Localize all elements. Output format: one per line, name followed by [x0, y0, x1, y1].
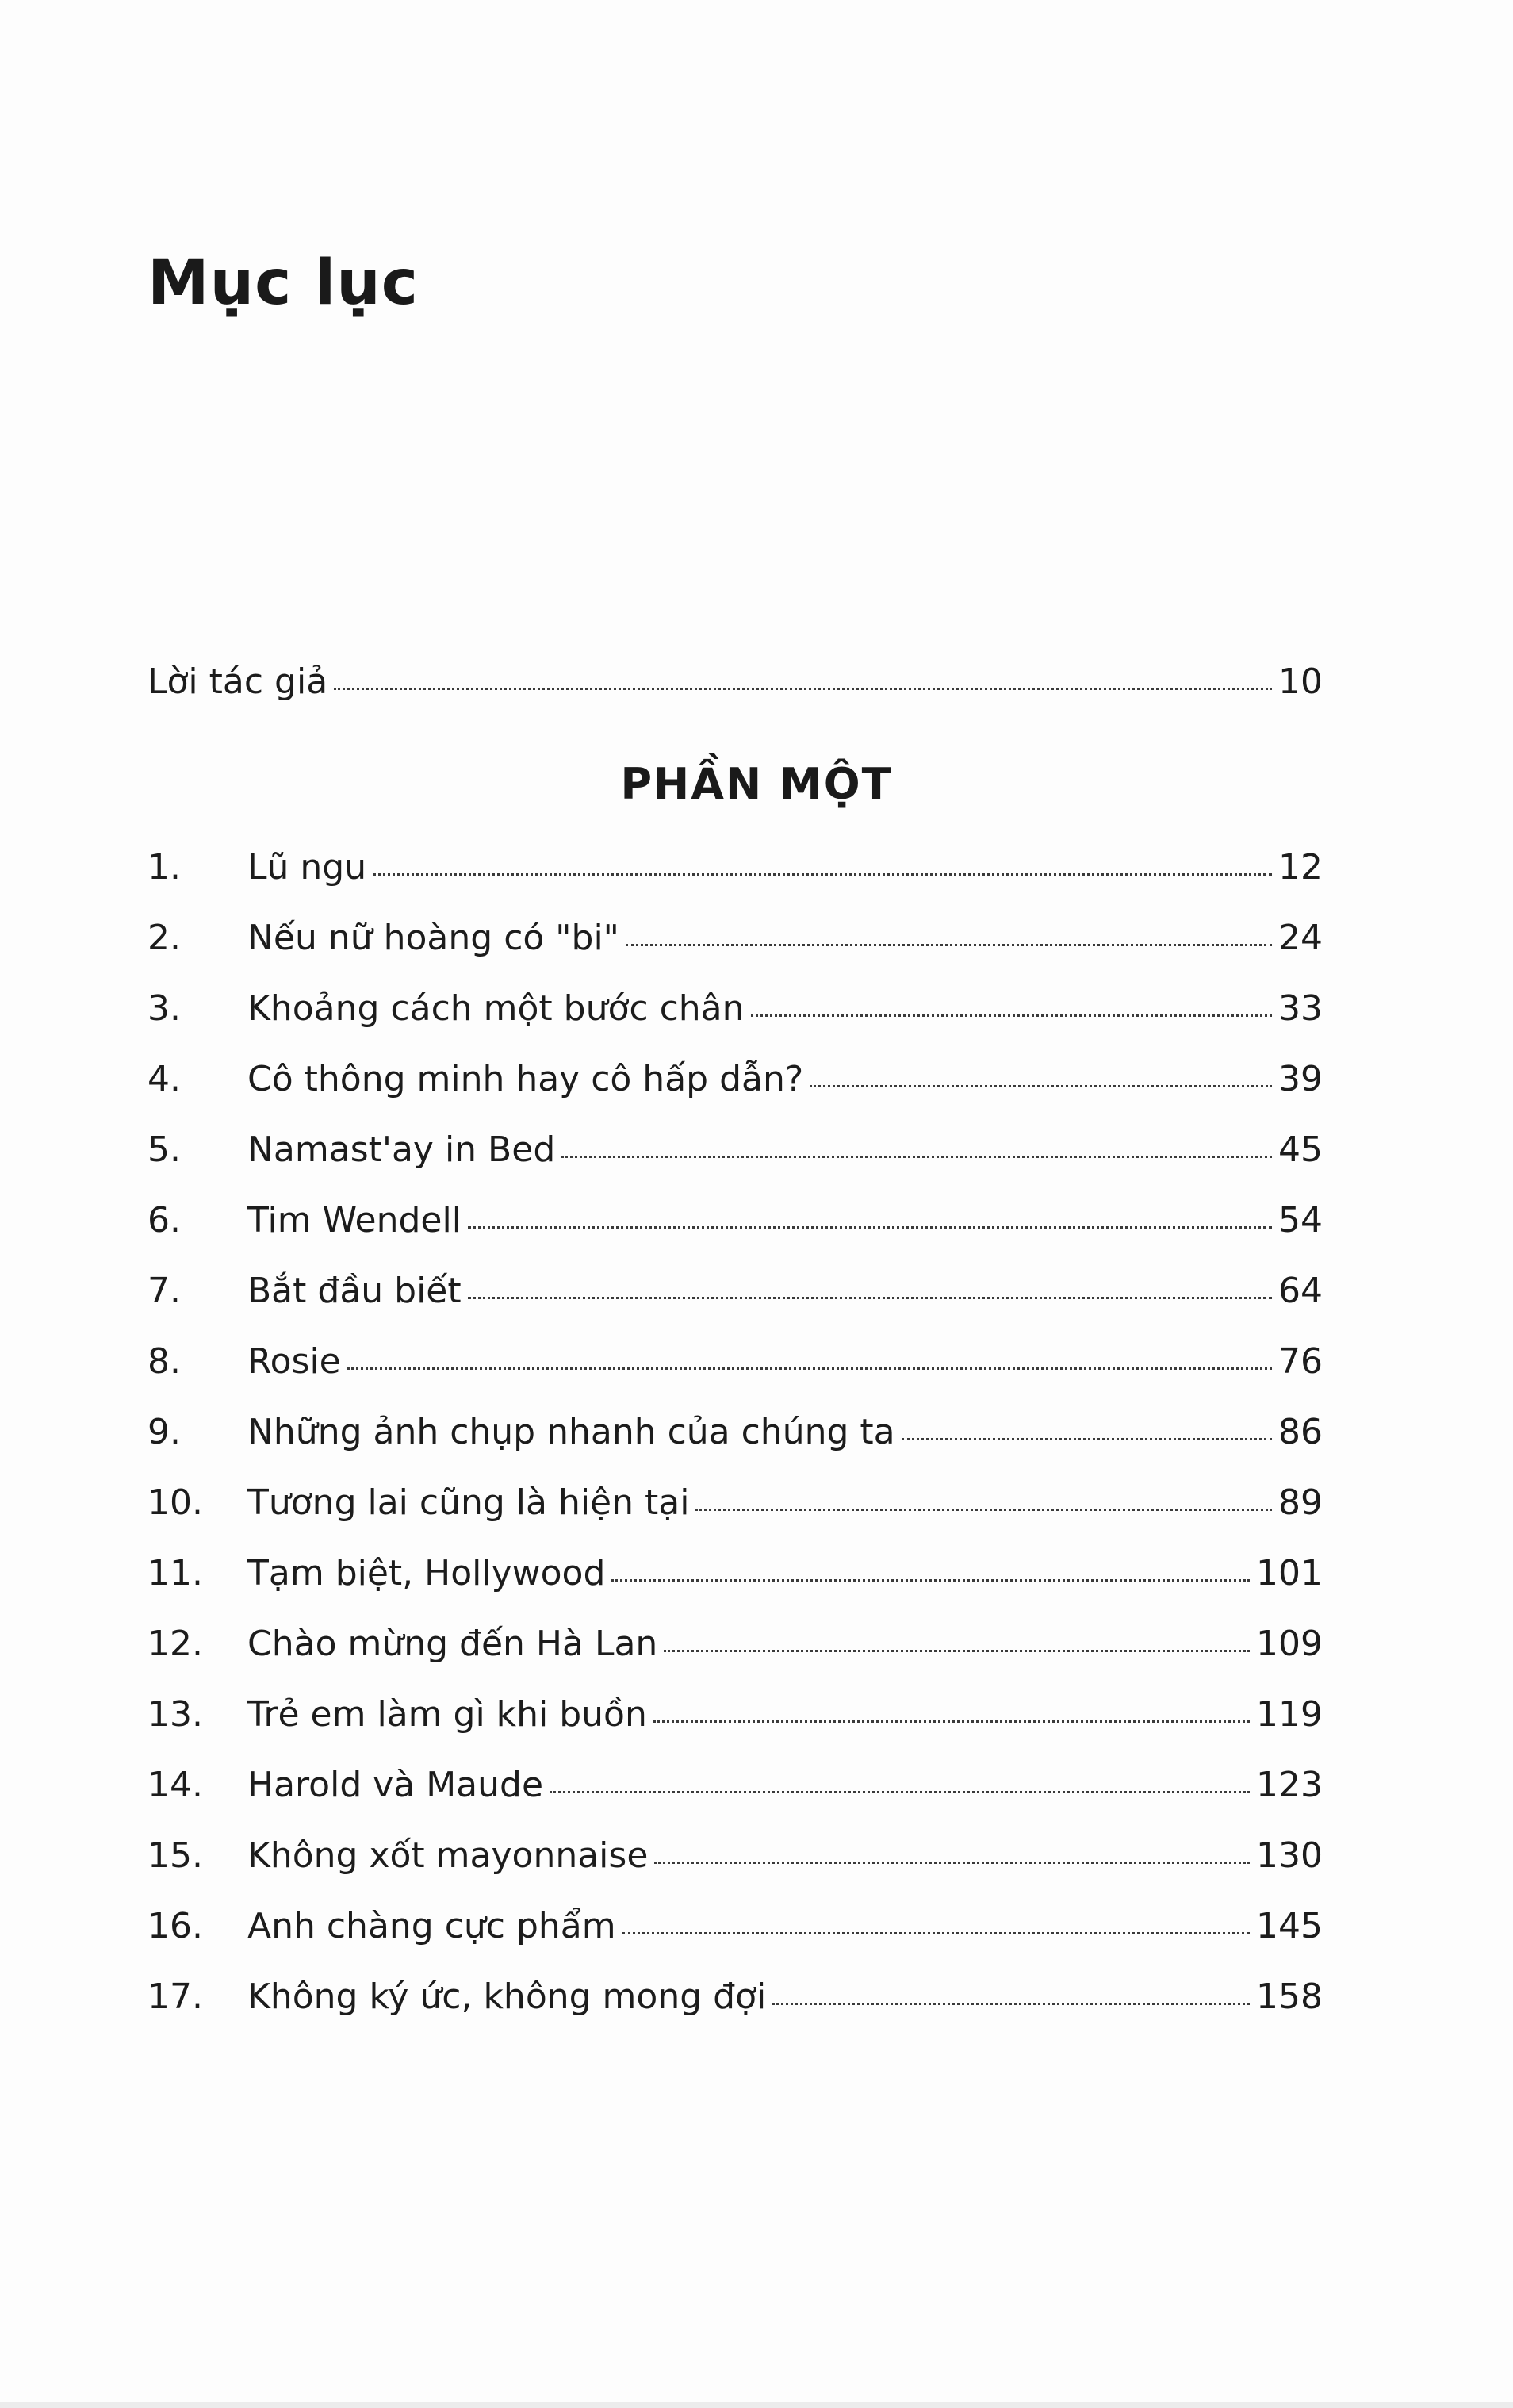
toc-entry-number: 9.	[147, 1412, 181, 1452]
toc-entry-page: 86	[1278, 1412, 1323, 1452]
dot-leader	[373, 872, 1272, 876]
toc-entry-number: 12.	[147, 1624, 203, 1664]
toc-entry-page: 101	[1256, 1553, 1323, 1593]
dot-leader	[334, 687, 1272, 690]
toc-entry-label: Anh chàng cực phẩm	[247, 1906, 616, 1946]
toc-entry	[147, 1765, 1323, 1805]
toc-entry-number: 2.	[147, 918, 181, 958]
dot-leader	[653, 1720, 1250, 1723]
toc-entry-page: 10	[1278, 661, 1323, 702]
dot-leader	[561, 1155, 1272, 1158]
dot-leader	[468, 1296, 1272, 1299]
toc-entry-number: 16.	[147, 1906, 203, 1946]
toc-entry	[147, 1482, 1323, 1523]
toc-entry-page: 12	[1278, 847, 1323, 888]
toc-entry-page: 119	[1256, 1694, 1323, 1735]
dot-leader	[626, 943, 1272, 946]
dot-leader	[751, 1014, 1272, 1017]
toc-entry	[147, 1200, 1323, 1240]
dot-leader	[468, 1225, 1272, 1229]
toc-entry-number: 15.	[147, 1835, 203, 1876]
toc-entry	[147, 988, 1323, 1029]
toc-entry-page: 54	[1278, 1200, 1323, 1240]
toc-entry-page: 39	[1278, 1059, 1323, 1099]
toc-entry-preface	[147, 661, 1323, 702]
toc-entry-label: Lũ ngu	[247, 847, 367, 888]
toc-entry-label: Bắt đầu biết	[247, 1271, 462, 1311]
dot-leader	[654, 1861, 1250, 1864]
toc-entry	[147, 918, 1323, 958]
toc-entry-label: Harold và Maude	[247, 1765, 544, 1805]
dot-leader	[664, 1649, 1250, 1652]
dot-leader	[347, 1367, 1272, 1370]
toc-entry-label: Không ký ức, không mong đợi	[247, 1977, 767, 2017]
toc-entry-page: 64	[1278, 1271, 1323, 1311]
toc-entry	[147, 1059, 1323, 1099]
toc-entry-number: 13.	[147, 1694, 203, 1735]
toc-entry	[147, 1271, 1323, 1311]
toc-entry-label: Cô thông minh hay cô hấp dẫn?	[247, 1059, 804, 1099]
toc-entry-number: 7.	[147, 1271, 181, 1311]
toc-entry-number: 3.	[147, 988, 181, 1029]
toc-entry	[147, 1553, 1323, 1593]
toc-entry-page: 33	[1278, 988, 1323, 1029]
toc-entry-label: Không xốt mayonnaise	[247, 1835, 649, 1876]
toc-entry-number: 5.	[147, 1129, 181, 1170]
toc-entry	[147, 847, 1323, 888]
toc-entry	[147, 1835, 1323, 1876]
toc-entry-label: Trẻ em làm gì khi buồn	[247, 1694, 647, 1735]
toc-entry-page: 89	[1278, 1482, 1323, 1523]
toc-entry-page: 24	[1278, 918, 1323, 958]
toc-entry	[147, 1624, 1323, 1664]
dot-leader	[902, 1437, 1272, 1440]
page-edge	[0, 2402, 1513, 2408]
toc-entry-label: Những ảnh chụp nhanh của chúng ta	[247, 1412, 895, 1452]
toc-entry-page: 145	[1256, 1906, 1323, 1946]
page-title: Mục lục	[147, 247, 419, 319]
toc-entry	[147, 1129, 1323, 1170]
dot-leader	[772, 2002, 1250, 2005]
toc-entry-number: 8.	[147, 1341, 181, 1382]
toc-entry	[147, 1341, 1323, 1382]
toc-entry-label: Tương lai cũng là hiện tại	[247, 1482, 690, 1523]
toc-entry-page: 130	[1256, 1835, 1323, 1876]
toc-entry-page: 76	[1278, 1341, 1323, 1382]
toc-entry-page: 158	[1256, 1977, 1323, 2017]
part-heading: PHẦN MỘT	[620, 759, 893, 809]
toc-entry-number: 14.	[147, 1765, 203, 1805]
toc-entry-label: Khoảng cách một bước chân	[247, 988, 745, 1029]
toc-entry-label: Namast'ay in Bed	[247, 1129, 556, 1170]
dot-leader	[695, 1508, 1272, 1511]
toc-entry-page: 109	[1256, 1624, 1323, 1664]
toc-entry	[147, 1412, 1323, 1452]
dot-leader	[810, 1084, 1272, 1087]
toc-entry-page: 123	[1256, 1765, 1323, 1805]
toc-entry-label: Chào mừng đến Hà Lan	[247, 1624, 658, 1664]
toc-entry-number: 1.	[147, 847, 181, 888]
dot-leader	[550, 1790, 1250, 1793]
toc-entry-number: 11.	[147, 1553, 203, 1593]
toc-entry-number: 17.	[147, 1977, 203, 2017]
toc-entry-page: 45	[1278, 1129, 1323, 1170]
toc-entry-number: 6.	[147, 1200, 181, 1240]
dot-leader	[622, 1931, 1250, 1934]
toc-entry-label: Lời tác giả	[147, 661, 328, 702]
toc-entry	[147, 1906, 1323, 1946]
toc-entry	[147, 1694, 1323, 1735]
toc-entry	[147, 1977, 1323, 2017]
toc-entry-label: Rosie	[247, 1341, 341, 1382]
toc-entry-number: 10.	[147, 1482, 203, 1523]
toc-entry-number: 4.	[147, 1059, 181, 1099]
toc-entry-label: Nếu nữ hoàng có "bi"	[247, 918, 619, 958]
dot-leader	[611, 1578, 1250, 1582]
toc-entry-label: Tạm biệt, Hollywood	[247, 1553, 606, 1593]
toc-entry-label: Tim Wendell	[247, 1200, 462, 1240]
